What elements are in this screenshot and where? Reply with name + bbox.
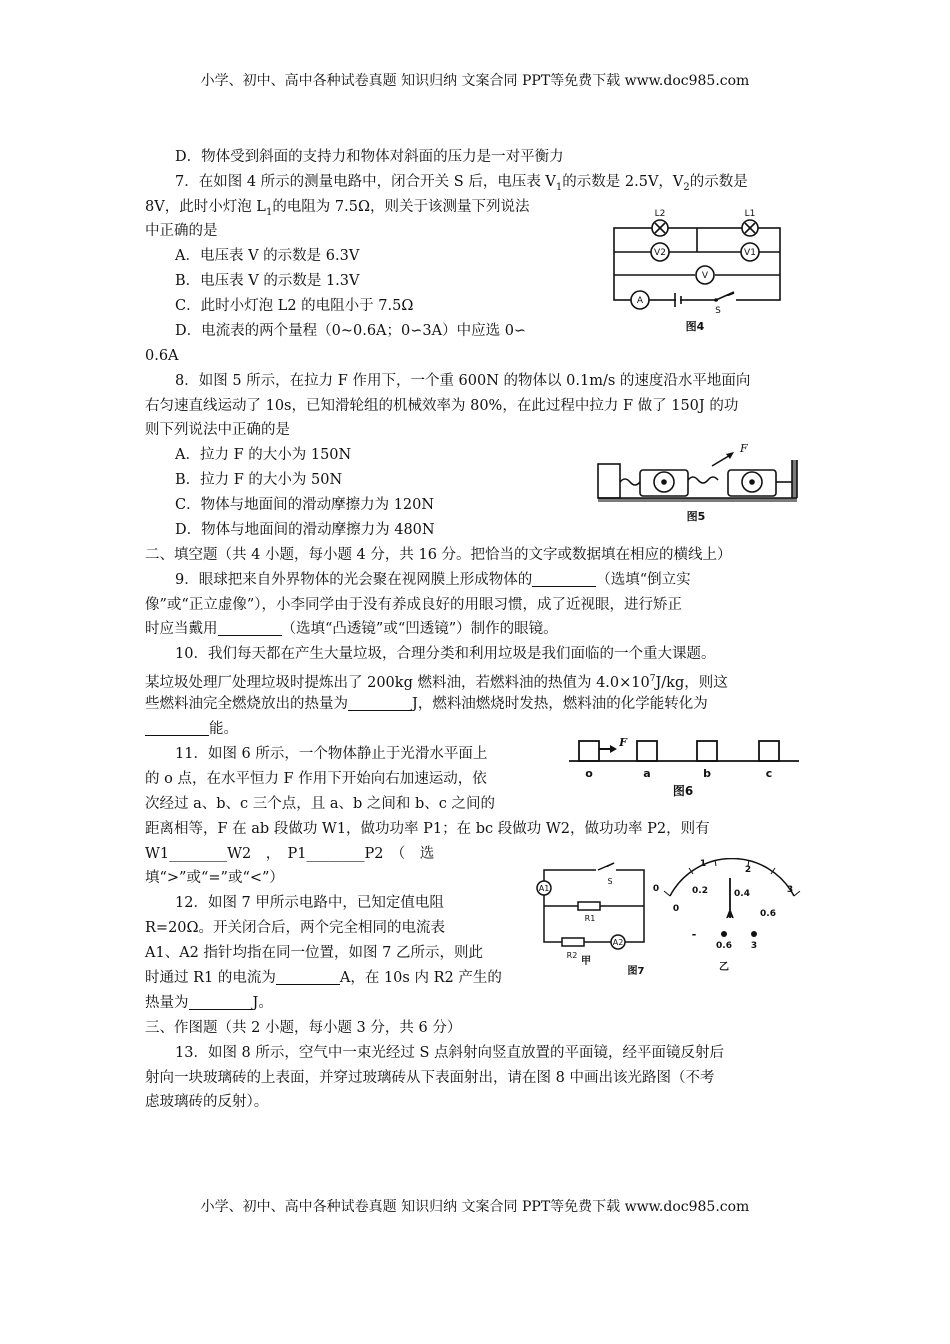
fig6-force-label: F: [619, 736, 627, 749]
label-v1: V1: [744, 248, 756, 258]
q8-option-c: C．物体与地面间的滑动摩擦力为 120N: [175, 497, 435, 513]
q8-option-a: A．拉力 F 的大小为 150N: [175, 447, 352, 463]
q13-line-3: 虑玻璃砖的反射）。: [145, 1094, 269, 1110]
scale-top-0: 0: [652, 884, 660, 894]
q11-line-5: W1________W2 ， P1________P2 （ 选: [145, 846, 435, 862]
q12-line-5: 热量为 J。: [145, 995, 273, 1011]
label-a: A: [636, 296, 644, 306]
q11-line-3: 次经过 a、b、c 三个点，且 a、b 之间和 b、c 之间的: [145, 796, 496, 812]
q11-line-1: 11．如图 6 所示，一个物体静止于光滑水平面上: [175, 746, 488, 762]
terminal-3: 3: [750, 941, 758, 951]
point-a: a: [643, 767, 651, 780]
fig6-caption: 图6: [672, 784, 694, 798]
q11-line-6: 填“>”或“=”或“<”）: [145, 870, 284, 886]
section-2-heading: 二、填空题（共 4 小题，每小题 4 分，共 16 分。把恰当的文字或数据填在相应的横线上）: [145, 547, 732, 563]
scale-top-3: 3: [786, 885, 794, 895]
point-c: c: [765, 767, 773, 780]
q7-option-b: B．电压表 V 的示数是 1.3V: [175, 273, 360, 289]
q9-line-2: 像”或“正立虚像”），小李同学由于没有养成良好的用眼习惯，成了近视眼，进行矫正: [145, 597, 682, 613]
q12-line-1: 12．如图 7 甲所示电路中，已知定值电阻: [175, 895, 444, 911]
fig7-caption: 图7: [627, 966, 645, 977]
option-d-line: D．物体受到斜面的支持力和物体对斜面的压力是一对平衡力: [175, 149, 564, 165]
q7-option-d-cont: 0.6A: [145, 348, 179, 364]
q8-option-b: B．拉力 F 的大小为 50N: [175, 472, 343, 488]
point-b: b: [703, 767, 711, 780]
scale-bottom-3: 0.6: [760, 909, 776, 919]
q9-blank-1[interactable]: [532, 570, 596, 587]
label-s: S: [715, 306, 721, 316]
label-r2: R2: [566, 951, 578, 960]
q8-line-1: 8．如图 5 所示，在拉力 F 作用下，一个重 600N 的物体以 0.1m/s 的速度沿水平地面向: [175, 373, 751, 389]
page-header: 小学、初中、高中各种试卷真题 知识归纳 文案合同 PPT等免费下载 www.doc985.com: [200, 73, 750, 89]
q11-line-4: 距离相等，F 在 ab 段做功 W1，做功功率 P1；在 bc 段做功 W2，做功功率 P2，则有: [145, 821, 710, 837]
q10-line-4: 能。: [145, 717, 238, 741]
q8-line-3: 则下列说法中正确的是: [145, 422, 290, 438]
section-3-heading: 三、作图题（共 2 小题，每小题 3 分，共 6 分）: [145, 1020, 462, 1036]
label-s7: S: [607, 877, 613, 886]
q13-line-1: 13．如图 8 所示，空气中一束光经过 S 点斜射向竖直放置的平面镜，经平面镜反射后: [175, 1045, 725, 1061]
q8-option-d: D．物体与地面间的滑动摩擦力为 480N: [175, 522, 435, 538]
q10-line-3: 些燃料油完全燃烧放出的热量为 J，燃料油燃烧时发热，燃料油的化学能转化为: [145, 696, 708, 712]
scale-top-1: 1: [699, 859, 707, 869]
label-r1: R1: [584, 914, 596, 923]
q13-line-2: 射向一块玻璃砖的上表面，并穿过玻璃砖从下表面射出，请在图 8 中画出该光路图（不考: [145, 1070, 715, 1086]
q7-option-c: C．此时小灯泡 L2 的电阻小于 7.5Ω: [175, 298, 414, 314]
scale-top-2: 2: [744, 865, 752, 875]
q9-blank-2[interactable]: [218, 619, 282, 636]
label-v2: V2: [654, 248, 666, 258]
q12-blank-2[interactable]: [189, 993, 253, 1010]
figure-5-pulley: [592, 440, 802, 530]
fig5-force-label: F: [740, 442, 748, 455]
q10-line-1: 10．我们每天都在产生大量垃圾，合理分类和利用垃圾是我们面临的一个重大课题。: [175, 646, 716, 662]
q10-blank-1[interactable]: [348, 694, 412, 711]
q7-line-1: 7．在如图 4 所示的测量电路中，闭合开关 S 后，电压表 $V_1$的示数是 2.5V，$V_2$的示数是: [175, 174, 748, 193]
q7-line-2: 8V，此时小灯泡 $L_1$的电阻为 7.5Ω，则关于该测量下列说法: [145, 199, 530, 218]
q7-line-3: 中正确的是: [145, 223, 218, 239]
q9-line-3: 时应当戴用 （选填“凸透镜”或“凹透镜”）制作的眼镜。: [145, 621, 558, 637]
terminal-neg: -: [691, 928, 697, 941]
q8-line-2: 右匀速直线运动了 10s，已知滑轮组的机械效率为 80%，在此过程中拉力 F 做了 150J 的功: [145, 398, 739, 414]
figure-4-circuit: [600, 198, 790, 338]
label-l1: L1: [744, 209, 756, 219]
label-jia: 甲: [581, 956, 591, 967]
q9-line-1: 9．眼球把来自外界物体的光会聚在视网膜上形成物体的 （选填“倒立实: [175, 572, 691, 588]
fig5-caption: 图5: [686, 510, 706, 523]
q10-line-2: 某垃圾处理厂处理垃圾时提炼出了 200kg 燃料油，若燃料油的热值为 $4.0\times 10^7J/kg$，则这: [145, 674, 728, 691]
label-l2: L2: [654, 209, 666, 219]
label-yi: 乙: [719, 962, 729, 973]
figure-6-motion: [565, 735, 805, 805]
q12-line-2: R=20Ω。开关闭合后，两个完全相同的电流表: [145, 920, 446, 936]
meter-unit: A: [726, 910, 734, 921]
label-v: V: [701, 271, 709, 281]
q12-blank-1[interactable]: [276, 968, 340, 985]
q7-option-d: D．电流表的两个量程（0~0.6A；0∽3A）中应选 0∽: [175, 323, 527, 339]
fig4-caption: 图4: [685, 320, 705, 333]
scale-bottom-1: 0.2: [692, 886, 708, 896]
q12-line-4: 时通过 R1 的电流为 A，在 10s 内 R2 产生的: [145, 970, 502, 986]
q12-line-3: A1、A2 指针均指在同一位置，如图 7 乙所示，则此: [145, 945, 483, 961]
q7-option-a: A．电压表 V 的示数是 6.3V: [175, 248, 360, 264]
q10-blank-2[interactable]: [145, 719, 209, 736]
label-a2: A2: [612, 938, 624, 947]
scale-bottom-2: 0.4: [734, 889, 750, 899]
label-a1: A1: [538, 884, 550, 893]
page-footer: 小学、初中、高中各种试卷真题 知识归纳 文案合同 PPT等免费下载 www.doc985.com: [200, 1199, 750, 1215]
terminal-06: 0.6: [716, 941, 732, 951]
scale-bottom-0: 0: [672, 904, 680, 914]
figure-7: [530, 858, 810, 983]
q11-line-2: 的 o 点，在水平恒力 F 作用下开始向右加速运动，依: [145, 771, 487, 787]
point-o: o: [585, 767, 593, 780]
